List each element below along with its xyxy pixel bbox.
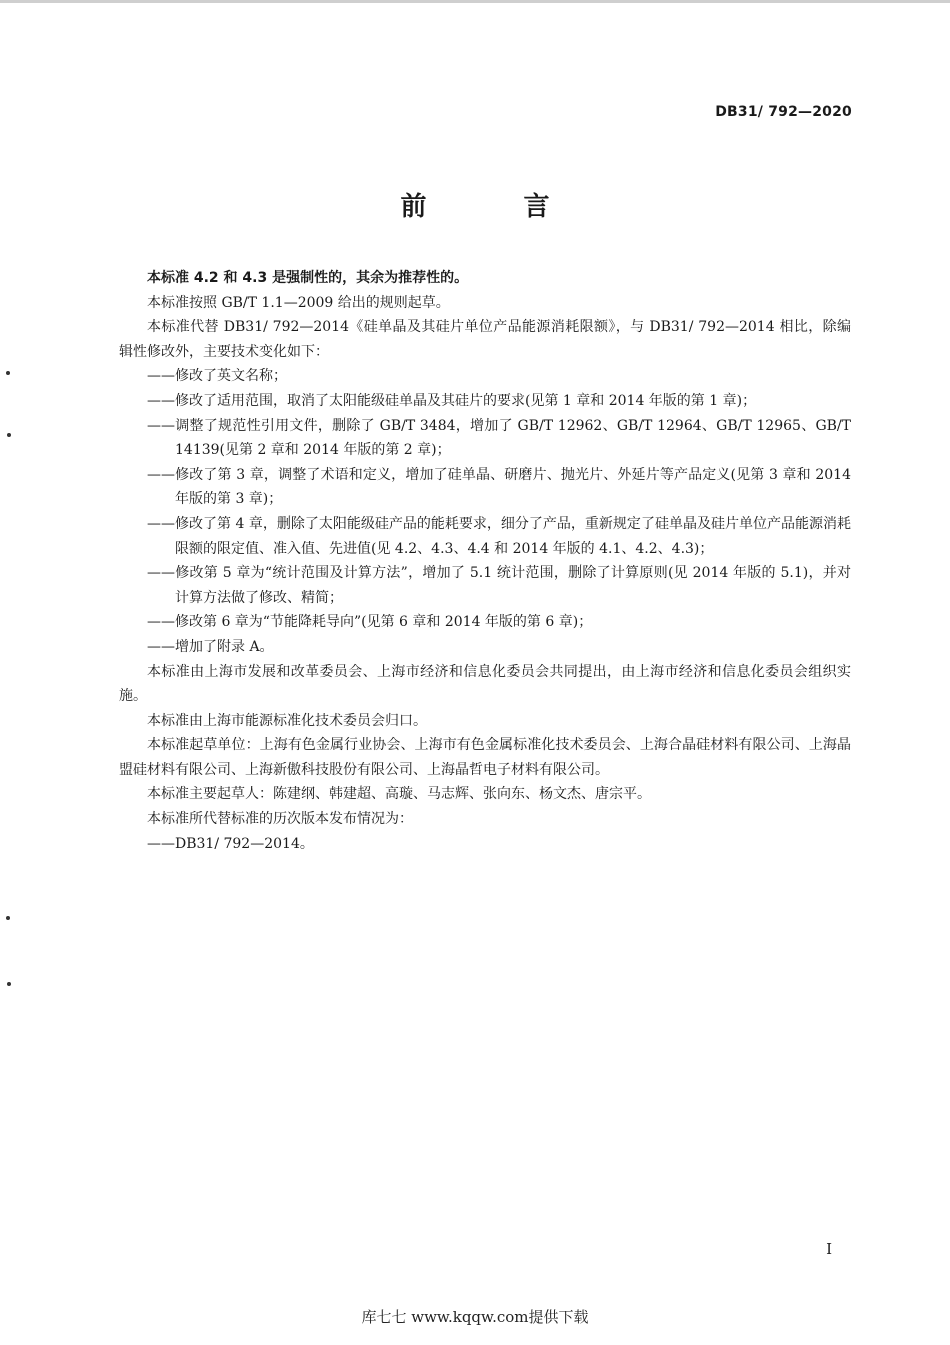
scan-top-edge xyxy=(0,0,950,3)
change-item: ——修改第 5 章为“统计范围及计算方法”，增加了 5.1 统计范围，删除了计算原则(见 2014 年版的 5.1)，并对计算方法做了修改、精简； xyxy=(147,565,851,606)
scan-speck xyxy=(7,982,11,986)
foreword-body xyxy=(119,266,851,856)
standard-number: DB31/ 792—2020 xyxy=(715,104,852,120)
drafting-rule-paragraph: 本标准按照 GB/T 1.1—2009 给出的规则起草。 xyxy=(147,294,450,311)
committee-paragraph: 本标准由上海市能源标准化技术委员会归口。 xyxy=(147,712,427,729)
change-item: ——修改了英文名称； xyxy=(147,368,287,385)
scan-speck xyxy=(6,371,10,375)
history-intro-paragraph: 本标准所代替标准的历次版本发布情况为： xyxy=(147,811,413,828)
page-number: I xyxy=(826,1240,832,1258)
mandatory-clause-paragraph: 本标准 4.2 和 4.3 是强制性的，其余为推荐性的。 xyxy=(147,270,469,286)
scan-speck xyxy=(7,433,11,437)
drafting-units-paragraph: 本标准起草单位：上海有色金属行业协会、上海市有色金属标准化技术委员会、上海合晶硅材料有限公司、上海晶盟硅材料有限公司、上海新傲科技股份有限公司、上海晶哲电子材料有限公司。 xyxy=(119,737,851,778)
proposer-paragraph: 本标准由上海市发展和改革委员会、上海市经济和信息化委员会共同提出，由上海市经济和信息化委员会组织实施。 xyxy=(119,663,851,705)
change-item: ——修改第 6 章为“节能降耗导向”(见第 6 章和 2014 年版的第 6 章)； xyxy=(147,614,593,631)
page-title: 前 言 xyxy=(400,192,594,222)
change-item: ——修改了适用范围，取消了太阳能级硅单晶及其硅片的要求(见第 1 章和 2014 年版的第 1 章)； xyxy=(147,392,757,409)
scan-speck xyxy=(6,916,10,920)
change-item: ——调整了规范性引用文件，删除了 GB/T 3484，增加了 GB/T 12962、GB/T 12964、GB/T 12965、GB/T 14139(见第 2 章和 2014 年版的第 2 章)； xyxy=(147,417,851,459)
drafters-paragraph: 本标准主要起草人：陈建纲、韩建超、高璇、马志辉、张向东、杨文杰、唐宗平。 xyxy=(147,786,651,803)
change-item: ——增加了附录 A。 xyxy=(147,638,274,655)
change-item: ——修改了第 4 章，删除了太阳能级硅产品的能耗要求，细分了产品，重新规定了硅单晶及硅片单位产品能源消耗限额的限定值、准入值、先进值(见 4.2、4.3、4.4 和 2014 年版的 4.1、4.2、4.3)； xyxy=(147,515,851,557)
history-item: ——DB31/ 792—2014。 xyxy=(147,835,314,852)
change-item: ——修改了第 3 章，调整了术语和定义，增加了硅单晶、研磨片、抛光片、外延片等产品定义(见第 3 章和 2014 年版的第 3 章)； xyxy=(147,466,851,508)
footer-watermark: 库七七 www.kqqw.com提供下载 xyxy=(361,1308,589,1326)
replacement-paragraph: 本标准代替 DB31/ 792—2014《硅单晶及其硅片单位产品能源消耗限额》，与 DB31/ 792—2014 相比，除编辑性修改外，主要技术变化如下： xyxy=(119,319,851,360)
